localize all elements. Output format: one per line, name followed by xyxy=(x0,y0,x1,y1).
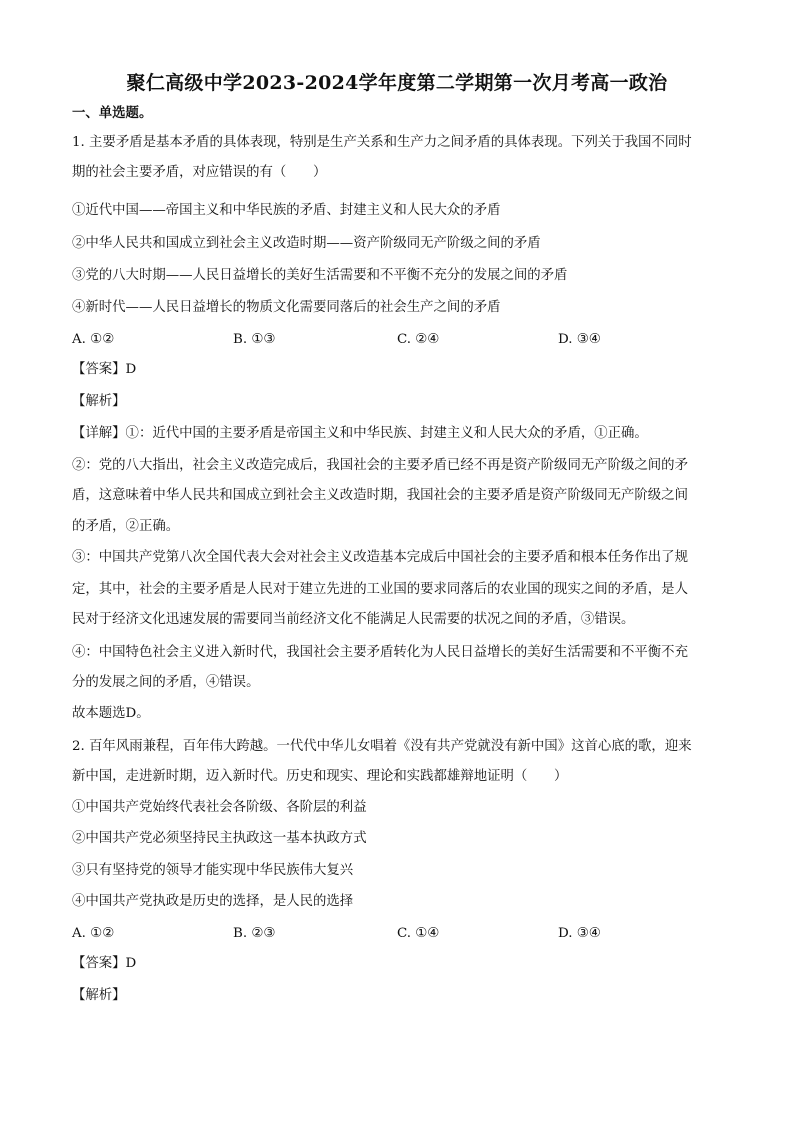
q1-item-1: ①近代中国——帝国主义和中华民族的矛盾、封建主义和人民大众的矛盾 xyxy=(72,203,501,218)
q2-item-3: ③只有坚持党的领导才能实现中华民族伟大复兴 xyxy=(72,863,354,878)
q1-detail-line: 盾，这意味着中华人民共和国成立到社会主义改造时期，我国社会的主要矛盾是资产阶级同无产阶级之间 xyxy=(72,488,688,503)
q2-stem-line1: 2. 百年风雨兼程，百年伟大跨越。一代代中华儿女唱着《没有共产党就没有新中国》这首心底的歌，迎来 xyxy=(72,739,692,754)
q2-option-c: C. ①④ xyxy=(397,926,440,941)
q1-option-a: A. ①② xyxy=(72,332,115,347)
section-heading: 一、单选题。 xyxy=(72,105,153,121)
q1-detail-line: 定，其中，社会的主要矛盾是人民对于建立先进的工业国的要求同落后的农业国的现实之间的矛盾，是人 xyxy=(72,582,688,597)
q2-option-b: B. ②③ xyxy=(233,926,276,941)
q2-option-a: A. ①② xyxy=(72,926,115,941)
q2-analysis-label: 【解析】 xyxy=(72,988,126,1003)
q1-option-d: D. ③④ xyxy=(558,332,601,347)
q1-stem-line2: 期的社会主要矛盾，对应错误的有（ ） xyxy=(72,165,327,180)
q1-stem-line1: 1. 主要矛盾是基本矛盾的具体表现，特别是生产关系和生产力之间矛盾的具体表现。下列关于我国不同时 xyxy=(72,135,692,150)
q2-stem-line2: 新中国，走进新时期，迈入新时代。历史和现实、理论和实践都雄辩地证明（ ） xyxy=(72,769,568,784)
q1-detail-line: 分的发展之间的矛盾，④错误。 xyxy=(72,675,260,690)
q2-answer: 【答案】D xyxy=(72,956,137,971)
q1-item-3: ③党的八大时期——人民日益增长的美好生活需要和不平衡不充分的发展之间的矛盾 xyxy=(72,268,568,283)
q1-detail-line: 的矛盾，②正确。 xyxy=(72,519,180,534)
q1-analysis-label: 【解析】 xyxy=(72,394,126,409)
q2-item-1: ①中国共产党始终代表社会各阶级、各阶层的利益 xyxy=(72,800,367,815)
q1-item-4: ④新时代——人民日益增长的物质文化需要同落后的社会生产之间的矛盾 xyxy=(72,300,501,315)
q1-detail-line: 【详解】①：近代中国的主要矛盾是帝国主义和中华民族、封建主义和人民大众的矛盾，①正确。 xyxy=(72,426,648,441)
page-title: 聚仁高级中学2023-2024学年度第二学期第一次月考高一政治 xyxy=(126,72,668,94)
q2-item-2: ②中国共产党必须坚持民主执政这一基本执政方式 xyxy=(72,831,367,846)
q2-option-d: D. ③④ xyxy=(558,926,601,941)
q1-option-c: C. ②④ xyxy=(397,332,440,347)
q1-option-b: B. ①③ xyxy=(233,332,276,347)
q1-detail-line: ②：党的八大指出，社会主义改造完成后，我国社会的主要矛盾已经不再是资产阶级同无产阶级之间的矛 xyxy=(72,458,688,473)
q1-detail-line: ④：中国特色社会主义进入新时代，我国社会主要矛盾转化为人民日益增长的美好生活需要和不平衡不充 xyxy=(72,645,688,660)
q1-detail-line: 民对于经济文化迅速发展的需要同当前经济文化不能满足人民需要的状况之间的矛盾，③错误。 xyxy=(72,612,635,627)
q2-item-4: ④中国共产党执政是历史的选择，是人民的选择 xyxy=(72,894,354,909)
q1-item-2: ②中华人民共和国成立到社会主义改造时期——资产阶级同无产阶级之间的矛盾 xyxy=(72,236,541,251)
q1-answer: 【答案】D xyxy=(72,362,137,377)
q1-detail-line: ③：中国共产党第八次全国代表大会对社会主义改造基本完成后中国社会的主要矛盾和根本任务作出了规 xyxy=(72,550,688,565)
q1-conclusion: 故本题选D。 xyxy=(72,706,150,721)
